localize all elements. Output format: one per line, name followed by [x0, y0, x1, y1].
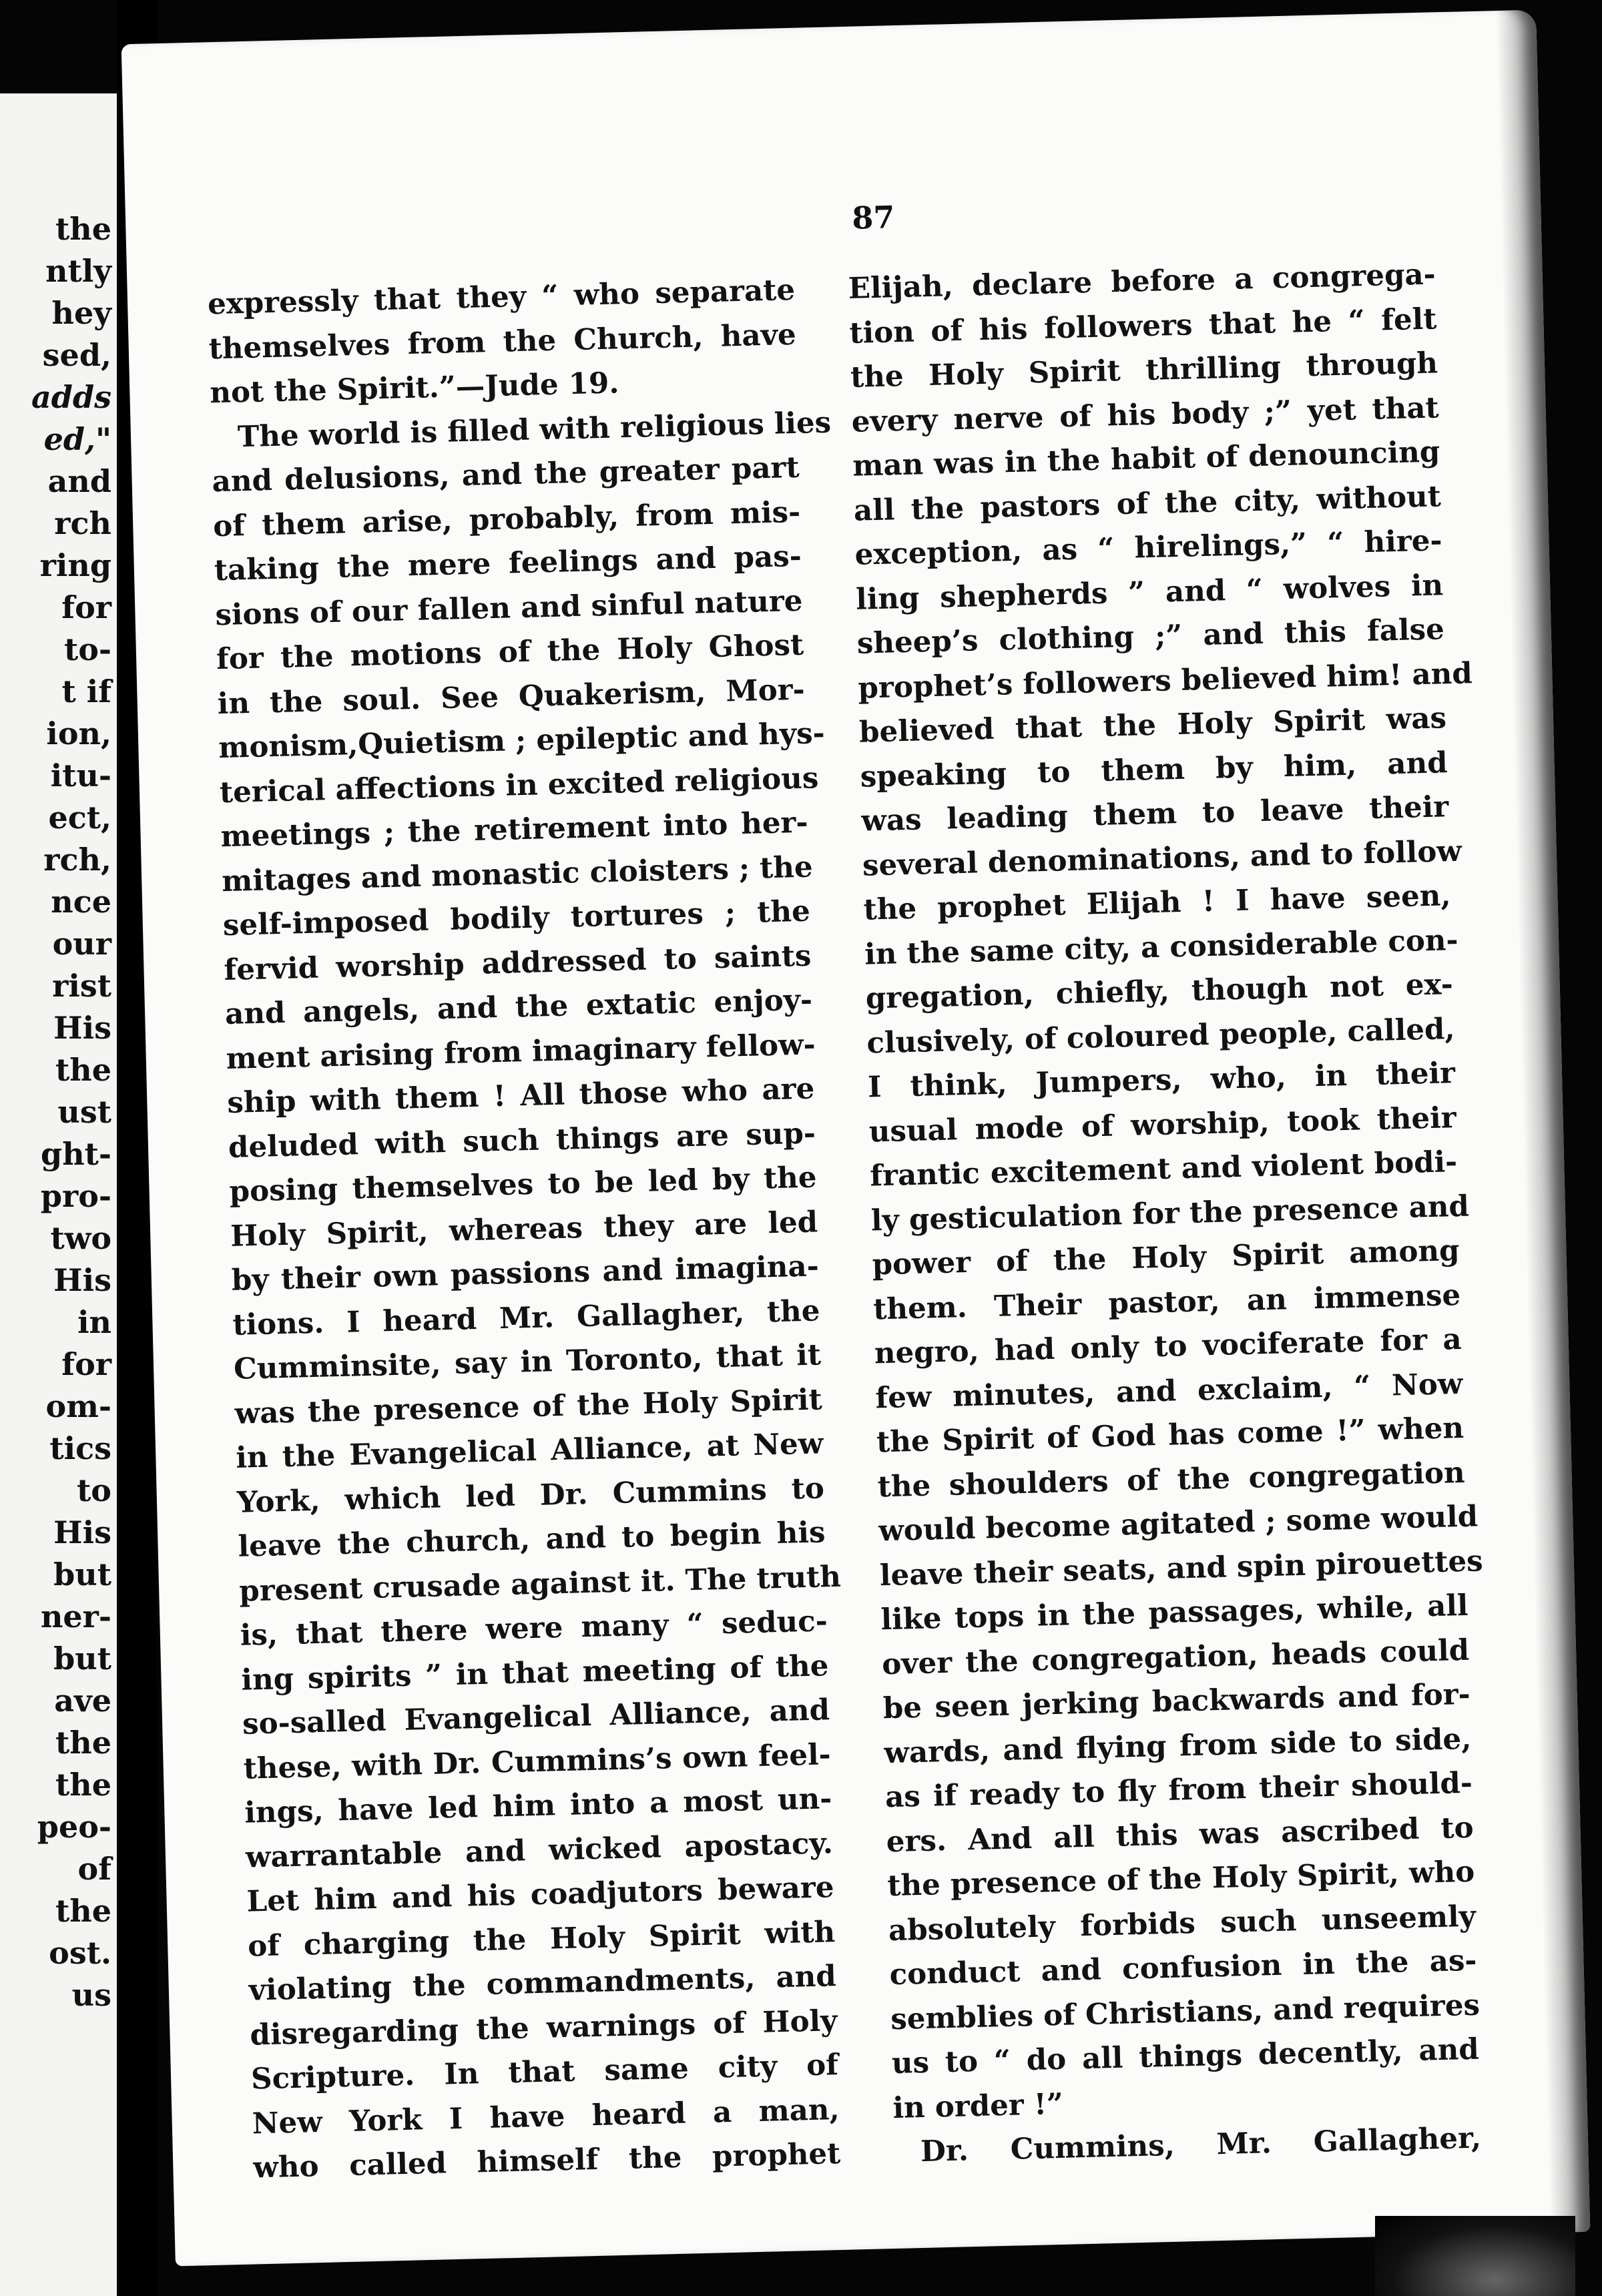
text-line: be seen jerking backwards and for- [882, 1677, 1471, 1726]
text-line: would become agitated ; some would [878, 1499, 1479, 1548]
text-line: of them arise, probably, from mis- [212, 495, 801, 543]
text-line: ly gesticulation for the presence and [870, 1189, 1470, 1237]
text-line: every nerve of his body ;” yet that [851, 390, 1440, 439]
left-page-fragment: in [77, 1304, 111, 1340]
text-line: usual mode of worship, took their [868, 1100, 1457, 1149]
left-page-fragment: for [61, 589, 111, 625]
left-page-fragment: His [53, 1262, 111, 1298]
text-line: Holy Spirit, whereas they are led [230, 1204, 818, 1253]
text-line: I think, Jumpers, who, in their [867, 1056, 1456, 1105]
text-line: tions. I heard Mr. Gallagher, the [232, 1293, 820, 1342]
left-page-fragment: rch, [43, 842, 111, 878]
left-page-fragment: hey [51, 295, 111, 331]
left-page-fragment: itu- [50, 758, 111, 794]
book-page [121, 10, 1591, 2267]
text-line: of charging the Holy Spirit with [247, 1914, 836, 1964]
text-line: power of the Holy Spirit among [872, 1233, 1460, 1282]
left-page-fragment: ion, [46, 715, 111, 752]
text-line: was leading them to leave their [860, 790, 1449, 838]
text-line: tion of his followers that he “ felt [848, 301, 1437, 350]
text-line: violating the commandments, and [248, 1959, 837, 2008]
left-page-fragment: the [55, 1893, 111, 1929]
left-page-fragment: us [71, 1977, 111, 2013]
text-column-right [848, 252, 1482, 2175]
text-line: clusively, of coloured people, called, [866, 1011, 1456, 1061]
left-page-fragment: His [53, 1010, 111, 1046]
left-page-fragment: our [52, 926, 111, 962]
left-page-fragment: but [53, 1556, 111, 1593]
text-line: man was in the habit of denouncing [852, 435, 1440, 483]
left-page-fragment: ed," [43, 421, 111, 457]
text-line: all the pastors of the city, without [853, 479, 1442, 528]
text-line: deluded with such things are sup- [228, 1115, 816, 1165]
left-page-fragment: ect, [48, 800, 111, 836]
text-line: terical affections in excited religious [219, 760, 819, 810]
text-line: like tops in the passages, while, all [880, 1588, 1469, 1637]
left-page-fragment: and [47, 463, 111, 499]
text-line: ings, have led him into a most un- [244, 1781, 832, 1830]
left-page-fragment: adds [31, 379, 111, 415]
left-page-fragment: peo- [37, 1809, 111, 1845]
left-page-fragment: tics [49, 1430, 111, 1466]
text-line: in the Evangelical Alliance, at New [235, 1426, 824, 1475]
text-line: warrantable and wicked apostacy. [245, 1825, 834, 1875]
text-line: them. Their pastor, an immense [872, 1277, 1461, 1326]
left-page-fragment: ner- [40, 1599, 111, 1635]
previous-page-edge [0, 93, 117, 2296]
text-line: for the motions of the Holy Ghost [216, 627, 804, 677]
text-line: as if ready to fly from their should- [884, 1765, 1473, 1815]
text-line: ers. And all this was ascribed to [886, 1810, 1475, 1859]
text-line: themselves from the Church, have [208, 317, 797, 366]
left-page-fragment: rch [54, 505, 111, 541]
text-line: frantic excitement and violent bodi- [869, 1145, 1458, 1193]
text-line: and delusions, and the greater part [212, 450, 800, 499]
left-page-fragment: om- [45, 1388, 111, 1424]
text-line: so-salled Evangelical Alliance, and [242, 1693, 830, 1741]
text-line: leave the church, and to begin his [238, 1515, 826, 1564]
text-line: absolutely forbids such unseemly [888, 1899, 1477, 1948]
text-line: mitages and monastic cloisters ; the [221, 849, 814, 898]
text-line: sions of our fallen and sinful nature [214, 583, 803, 632]
left-page-fragment: rist [52, 968, 111, 1004]
left-page-fragment: ring [39, 547, 111, 583]
text-line: speaking to them by him, and [860, 745, 1448, 794]
left-page-fragment: ost. [49, 1935, 111, 1971]
left-page-fragment: ntly [45, 253, 111, 289]
text-line: who called himself the prophet [252, 2136, 841, 2185]
text-line: semblies of Christians, and requires [890, 1988, 1481, 2036]
text-line: fervid worship addressed to saints [223, 938, 812, 987]
text-line: Dr. Cummins, Mr. Gallagher, [920, 2120, 1482, 2169]
left-page-fragment: of [77, 1851, 111, 1887]
left-page-fragment: ust [57, 1094, 111, 1130]
text-line: negro, had only to vociferate for a [874, 1322, 1462, 1371]
left-page-fragment: to [77, 1472, 111, 1508]
left-page-fragment: His [53, 1514, 111, 1550]
text-line: not the Spirit.”—Jude 19. [209, 366, 619, 410]
text-line: taking the mere feelings and pas- [214, 539, 802, 588]
text-line: in the same city, a considerable con- [864, 922, 1459, 972]
text-line: the Spirit of God has come !” when [876, 1410, 1464, 1460]
text-line: monism,Quietism ; epileptic and hys- [218, 715, 826, 766]
left-page-fragment: pro- [40, 1178, 111, 1214]
text-line: in order !” [892, 2086, 1064, 2125]
text-line: wards, and flying from side to side, [883, 1721, 1472, 1770]
text-line: meetings ; the retirement into her- [220, 805, 809, 854]
text-line: expressly that they “ who separate [207, 272, 796, 322]
text-line: few minutes, and exclaim, “ Now [874, 1366, 1463, 1415]
text-line: is, that there were many “ seduc- [240, 1604, 828, 1653]
text-line: Let him and his coadjutors beware [246, 1870, 835, 1919]
left-page-fragment: the [55, 1725, 111, 1761]
left-page-fragment: ght- [41, 1136, 111, 1172]
text-line: the shoulders of the congregation [877, 1455, 1466, 1504]
scan-smudge [1375, 2216, 1575, 2296]
left-page-fragment: the [55, 1767, 111, 1803]
text-line: and angels, and the extatic enjoy- [224, 982, 813, 1032]
text-line: the prophet Elijah ! I have seen, [863, 878, 1452, 927]
text-line: was the presence of the Holy Spirit [234, 1382, 823, 1431]
left-page-fragment: for [61, 1346, 111, 1382]
page-number: 87 [851, 199, 895, 236]
text-line: the presence of the Holy Spirit, who [886, 1854, 1475, 1904]
left-page-fragment: the [55, 211, 111, 247]
text-line: Cumminsite, say in Toronto, that it [233, 1338, 822, 1386]
left-page-fragment: to- [63, 631, 111, 667]
text-line: in the soul. See Quakerism, Mor- [217, 672, 806, 721]
text-line: over the congregation, heads could [881, 1633, 1470, 1681]
text-line: ship with them ! All those who are [226, 1071, 815, 1120]
text-line: Scripture. In that same city of [250, 2048, 839, 2096]
text-column-left [207, 268, 841, 2191]
text-line: gregation, chiefly, though not ex- [865, 967, 1454, 1016]
text-line: by their own passions and imagina- [231, 1249, 820, 1298]
text-line: New York I have heard a man, [252, 2092, 840, 2141]
left-page-fragment: the [55, 1052, 111, 1088]
text-line: believed that the Holy Spirit was [858, 701, 1447, 750]
text-line: the Holy Spirit thrilling through [850, 346, 1438, 394]
text-line: these, with Dr. Cummins’s own feel- [243, 1737, 832, 1786]
text-line: disregarding the warnings of Holy [249, 2003, 838, 2052]
left-page-fragment: t if [61, 673, 111, 709]
text-line: us to “ do all things decently, and [891, 2032, 1480, 2081]
text-line: York, which led Dr. Cummins to [236, 1470, 825, 1520]
text-line: present crusade against it. The truth [238, 1559, 842, 1609]
text-line: posing themselves to be led by the [229, 1160, 818, 1209]
left-page-fragment: sed, [42, 337, 111, 373]
text-line: Elijah, declare before a congrega- [848, 257, 1436, 306]
text-line: prophet’s followers believed him! and [857, 655, 1473, 705]
left-page-fragment: nce [51, 884, 111, 920]
left-page-fragment: but [53, 1641, 111, 1677]
page-edge-shadow [1496, 10, 1590, 2233]
left-page-fragment: two [50, 1220, 111, 1256]
text-line: The world is filled with religious lies [237, 405, 832, 454]
text-line: ing spirits ” in that meeting of the [240, 1648, 829, 1697]
text-line: ment arising from imaginary fellow- [226, 1027, 816, 1076]
text-line: exception, as “ hirelings,” “ hire- [854, 523, 1443, 572]
text-line: leave their seats, and spin pirouettes [879, 1543, 1484, 1593]
text-line: conduct and confusion in the as- [889, 1943, 1478, 1992]
text-line: self-imposed bodily tortures ; the [222, 894, 811, 943]
text-line: ling shepherds ” and “ wolves in [855, 567, 1444, 617]
text-line: several denominations, and to follow [862, 834, 1462, 883]
text-line: sheep’s clothing ;” and this false [856, 612, 1445, 661]
left-page-fragment: ave [54, 1683, 111, 1719]
